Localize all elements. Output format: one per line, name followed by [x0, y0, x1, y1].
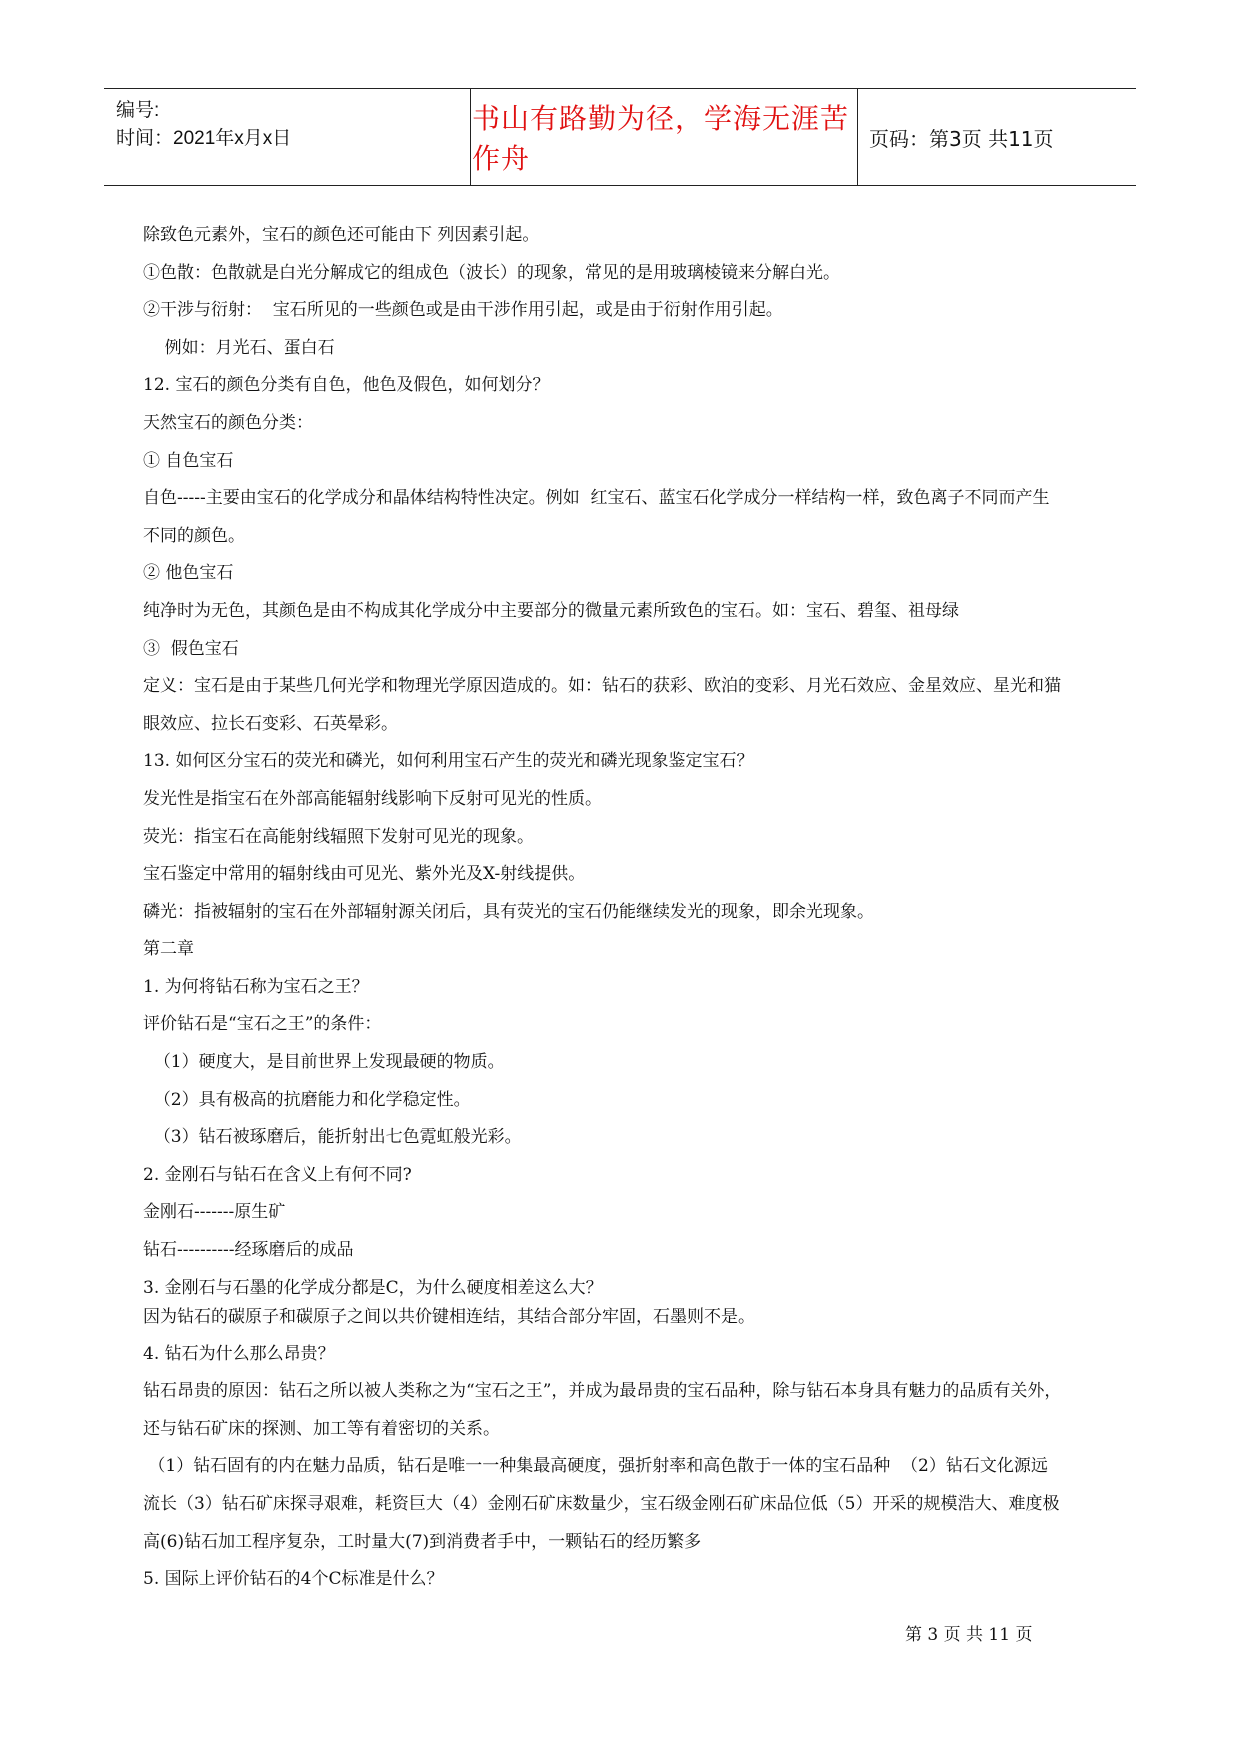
paragraph: 除致色元素外，宝石的颜色还可能由下 列因素引起。: [143, 225, 540, 245]
question-heading: 13. 如何区分宝石的荧光和磷光，如何利用宝石产生的荧光和磷光现象鉴定宝石？: [143, 751, 754, 772]
paragraph: 天然宝石的颜色分类：: [143, 412, 313, 433]
paragraph: ①色散：色散就是白光分解成它的组成色（波长）的现象，常见的是用玻璃棱镜来分解白光。: [143, 262, 840, 283]
question-heading: 5. 国际上评价钻石的4个C标准是什么？: [143, 1569, 444, 1590]
question-heading: 4. 钻石为什么那么昂贵？: [143, 1343, 335, 1364]
paragraph: 磷光：指被辐射的宝石在外部辐射源关闭后，具有荧光的宝石仍能继续发光的现象，即余光现象。: [143, 901, 874, 922]
paragraph: 荧光：指宝石在高能射线辐照下发射可见光的现象。: [143, 826, 534, 847]
page-header: [104, 88, 1136, 186]
document-time-label: 时间：2021年x月x日: [116, 128, 292, 149]
paragraph: ③ 假色宝石: [143, 638, 239, 659]
page-footer: 第 3 页 共 11 页: [905, 1625, 1033, 1645]
paragraph: 钻石----------经琢磨后的成品: [143, 1240, 354, 1261]
chapter-heading: 第二章: [143, 939, 194, 960]
header-motto: 书山有路勤为径，学海无涯苦作舟: [472, 102, 850, 175]
paragraph: 例如：月光石、蛋白石: [143, 337, 335, 358]
question-heading: 1. 为何将钻石称为宝石之王？: [143, 976, 369, 997]
paragraph: （1）硬度大，是目前世界上发现最硬的物质。: [143, 1052, 505, 1073]
question-heading: 3. 金刚石与石墨的化学成分都是C，为什么硬度相差这么大？: [143, 1277, 603, 1298]
paragraph: ②干涉与衍射： 宝石所见的一些颜色或是由干涉作用引起，或是由于衍射作用引起。: [143, 300, 783, 321]
paragraph: 因为钻石的碳原子和碳原子之间以共价键相连结，其结合部分牢固，石墨则不是。: [143, 1306, 755, 1327]
paragraph: 发光性是指宝石在外部高能辐射线影响下反射可见光的性质。: [143, 788, 602, 809]
question-heading: 2. 金刚石与钻石在含义上有何不同?: [143, 1164, 412, 1185]
paragraph: 宝石鉴定中常用的辐射线由可见光、紫外光及X-射线提供。: [143, 864, 586, 885]
paragraph: ① 自色宝石: [143, 450, 234, 471]
paragraph: （2）具有极高的抗磨能力和化学稳定性。: [143, 1089, 471, 1110]
document-body: [143, 217, 1063, 1599]
question-heading: 12. 宝石的颜色分类有自色，他色及假色，如何划分？: [143, 375, 550, 396]
paragraph: 自色-----主要由宝石的化学成分和晶体结构特性决定。例如 红宝石、蓝宝石化学成分一样结构一样，致色离子不同而产生不同的颜色。: [143, 488, 1050, 546]
paragraph: 定义：宝石是由于某些几何光学和物理光学原因造成的。如：钻石的获彩、欧泊的变彩、月光石效应、金星效应、星光和猫眼效应、拉长石变彩、石英晕彩。: [143, 676, 1061, 734]
paragraph: ② 他色宝石: [143, 563, 234, 584]
header-page-number: 页码：第3页 共11页: [869, 126, 1054, 151]
paragraph: 金刚石-------原生矿: [143, 1202, 286, 1223]
document-number-label: 编号:: [116, 100, 160, 121]
paragraph: （3）钻石被琢磨后，能折射出七色霓虹般光彩。: [143, 1127, 522, 1148]
paragraph: （1）钻石固有的内在魅力品质，钻石是唯一一种集最高硬度，强折射率和高色散于一体的宝石品种 （2）钻石文化源远流长（3）钻石矿床探寻艰难，耗资巨大（4）金刚石矿床数量少，宝石级金刚石矿床品位低（5）开采的规模浩大、难度极高(6)钻石加工程序复杂，工时量大(7)到消费者手中，一颗钻石的经历繁多: [143, 1456, 1060, 1552]
paragraph: 评价钻石是“宝石之王”的条件：: [143, 1014, 382, 1035]
header-divider-left: [470, 89, 471, 185]
paragraph: 钻石昂贵的原因：钻石之所以被人类称之为“宝石之王”，并成为最昂贵的宝石品种，除与钻石本身具有魅力的品质有关外，还与钻石矿床的探测、加工等有着密切的关系。: [143, 1381, 1062, 1439]
header-divider-right: [857, 89, 858, 185]
header-meta: [116, 89, 468, 185]
paragraph: 纯净时为无色，其颜色是由不构成其化学成分中主要部分的微量元素所致色的宝石。如：宝石、碧玺、祖母绿: [143, 600, 959, 621]
